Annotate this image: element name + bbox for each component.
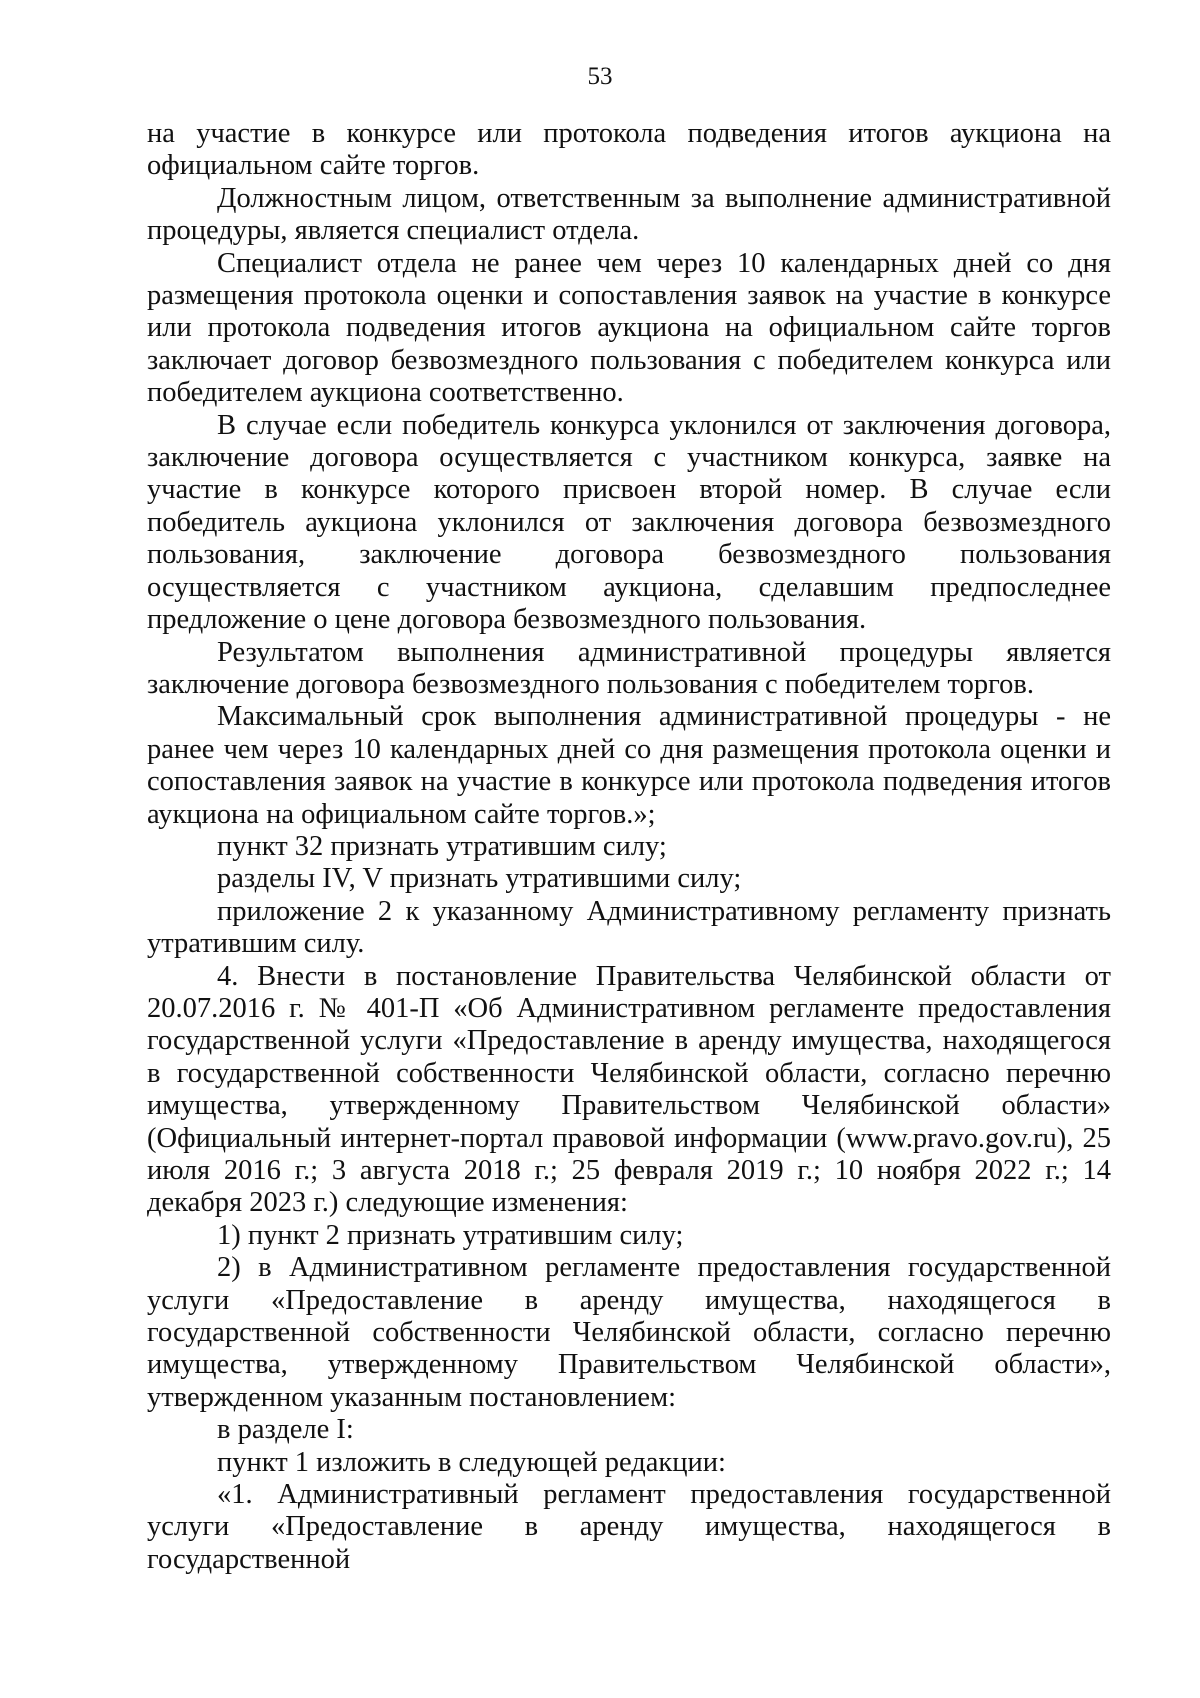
- paragraph-amendment-4: 4. Внести в постановление Правительства Челябинской области от 20.07.2016 г. № 401-П «Об Административном регламенте предоставления государственной услуги «Предоставление в аренду имущества, находящегося в государственной собственности Челябинской области, согласно перечню имущества, утвержденному Правительством Челябинской области» (Официальный интернет-портал правовой информации (www.pravo.gov.ru), 25 июля 2016 г.; 3 августа 2018 г.; 25 февраля 2019 г.; 10 ноября 2022 г.; 14 декабря 2023 г.) следующие изменения:: [147, 960, 1111, 1219]
- page-number: 53: [587, 63, 613, 90]
- document-body: [147, 118, 1111, 1576]
- paragraph-contract-conclusion: Специалист отдела не ранее чем через 10 календарных дней со дня размещения протокола оценки и сопоставления заявок на участие в конкурсе или протокола подведения итогов аукциона на официальном сайте торгов заключает договор безвозмездного пользования с победителем конкурса или победителем аукциона соответственно.: [147, 247, 1111, 409]
- paragraph-maximum-term: Максимальный срок выполнения административной процедуры - не ранее чем через 10 календарных дней со дня размещения протокола оценки и сопоставления заявок на участие в конкурсе или протокола подведения итогов аукциона на официальном сайте торгов.»;: [147, 701, 1111, 830]
- paragraph-section-i: в разделе I:: [217, 1414, 354, 1446]
- paragraph-quoted-item-1: «1. Административный регламент предоставления государственной услуги «Предоставление в аренду имущества, находящегося в государственной: [147, 1479, 1111, 1575]
- paragraph-procedure-result: Результатом выполнения административной процедуры является заключение договора безвозмездного пользования с победителем торгов.: [147, 636, 1111, 700]
- paragraph-item-32: пункт 32 признать утратившим силу;: [217, 830, 667, 862]
- paragraph-subitem-2: 2) в Административном регламенте предоставления государственной услуги «Предоставление в аренду имущества, находящегося в государственной собственности Челябинской области, согласно перечню имущества, утвержденному Правительством Челябинской области», утвержденном указанным постановлением:: [147, 1252, 1111, 1413]
- paragraph-item-1-wording: пункт 1 изложить в следующей редакции:: [217, 1446, 726, 1478]
- paragraph-continuation: на участие в конкурсе или протокола подведения итогов аукциона на официальном сайте торгов.: [147, 118, 1111, 182]
- paragraph-subitem-1: 1) пункт 2 признать утратившим силу;: [217, 1219, 684, 1251]
- paragraph-sections-iv-v: разделы IV, V признать утратившими силу;: [217, 863, 742, 895]
- paragraph-appendix-2: приложение 2 к указанному Административному регламенту признать утратившим силу.: [147, 895, 1111, 960]
- paragraph-winner-evasion: В случае если победитель конкурса уклонился от заключения договора, заключение договора осуществляется с участником конкурса, заявке на участие в конкурсе которого присвоен второй номер. В случае если победитель аукциона уклонился от заключения договора безвозмездного пользования, заключение договора безвозмездного пользования осуществляется с участником аукциона, сделавшим предпоследнее предложение о цене договора безвозмездного пользования.: [147, 409, 1111, 636]
- paragraph-responsible-official: Должностным лицом, ответственным за выполнение административной процедуры, является специалист отдела.: [147, 182, 1111, 247]
